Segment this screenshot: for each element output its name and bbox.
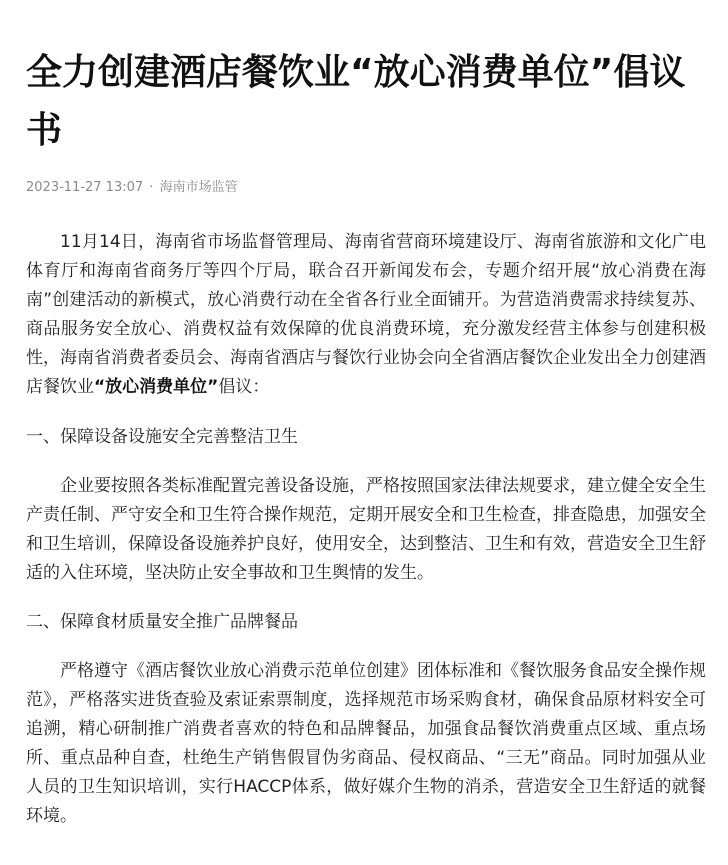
article-title: 全力创建酒店餐饮业“放心消费单位”倡议书 (26, 52, 686, 151)
article-meta (26, 178, 706, 198)
intro-text: 11月14日，海南省市场监督管理局、海南省营商环境建设厅、海南省旅游和文化广电体育厅和海南省商务厅等四个厅局，联合召开新闻发布会，专题介绍开展“放心消费在海南”创建活动的新模式，放心消费行动在全省各行业全面铺开。为营造消费需求持续复苏、商品服务安全放心、消费权益有效保障的优良消费环境，充分激发经营主体参与创建积极性，海南省消费者委员会、海南省酒店与餐饮行业协会向全省酒店餐饮企业发出全力创建酒店餐饮业 (26, 232, 706, 397)
section-2-paragraph: 严格遵守《酒店餐饮业放心消费示范单位创建》团体标准和《餐饮服务食品安全操作规范》，严格落实进货查验及索证索票制度，选择规范市场采购食材，确保食品原材料安全可追溯，精心研制推广消费者喜欢的特色和品牌餐品，加强食品餐饮消费重点区域、重点场所、重点品种自查，杜绝生产销售假冒伪劣商品、侵权商品、“三无”商品。同时加强从业人员的卫生知识培训，实行HACCP体系，做好媒介生物的消杀，营造安全卫生舒适的就餐环境。 (26, 661, 706, 826)
meta-separator: · (149, 180, 154, 195)
intro-paragraph (26, 228, 706, 402)
section-heading-1: 一、保障设备设施安全完善整洁卫生 (26, 427, 298, 447)
article (26, 44, 706, 851)
article-body (26, 228, 706, 831)
publish-datetime: 2023-11-27 13:07 (26, 180, 144, 195)
intro-bold-text: “放心消费单位” (94, 377, 219, 397)
section-heading-2: 二、保障食材质量安全推广品牌餐品 (26, 612, 298, 632)
source-link[interactable]: 海南市场监管 (159, 180, 238, 195)
intro-text-end: 倡议： (218, 377, 270, 397)
section-1-paragraph: 企业要按照各类标准配置完善设备设施，严格按照国家法律法规要求，建立健全安全生产责任制、严守安全和卫生符合操作规范，定期开展安全和卫生检查，排查隐患，加强安全和卫生培训，保障设备设施养护良好，使用安全，达到整洁、卫生和有效，营造安全卫生舒适的入住环境，坚决防止安全事故和卫生舆情的发生。 (26, 476, 706, 583)
